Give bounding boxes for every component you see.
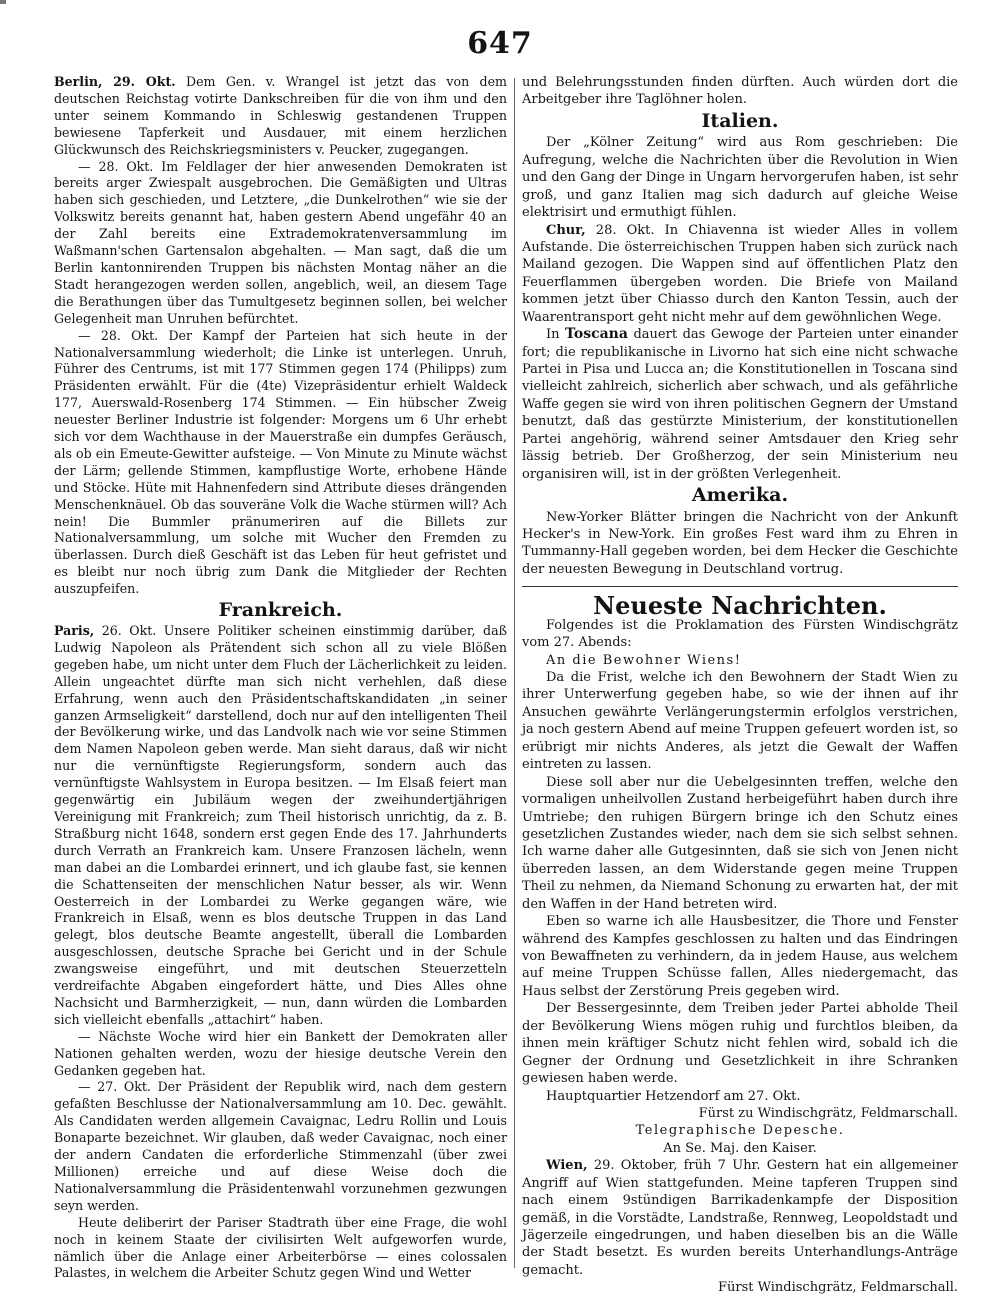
signature: Fürst Windischgrätz, Feldmarschall. <box>717 1280 958 1296</box>
proclamation-address: An die Bewohner Wiens! <box>546 652 742 668</box>
page-number: 647 <box>467 26 533 61</box>
section-rule <box>522 586 958 587</box>
place-name: Toscana <box>565 326 628 343</box>
paragraph: — 27. Okt. Der Präsident der Republik wird, nach dem gestern gefaßten Beschlusse der Nationalversammlung am 10. Dec. gewählt. Als Candidaten werden allgemein Cavaignac, Ledru Rollin und Louis Bonaparte bezeichnet. Wir glauben, daß weder Cavaignac, noch einer der andern Candaten die erforderliche Stimmenzahl (über zwei Millionen) erreiche und auf diese Weise doch die Nationalversammlung die Präsidentenwahl vorzunehmen gezwungen seyn werden. <box>54 1079 507 1213</box>
paragraph: Der Bessergesinnte, dem Treiben jeder Partei abholde Theil der Bevölkerung Wiens mögen ruhig und furchtlos bleiben, da ihnen mein kräftiger Schutz nicht fehlen wird, sobald ich die Gegner der Ordnung und Gesetzlichkeit in ihre Schranken gewiesen haben werde. <box>522 1001 958 1087</box>
paragraph: — 28. Okt. Der Kampf der Parteien hat sich heute in der Nationalversammlung wiederholt; die Linke ist unterlegen. Unruh, Führer des Centrums, ist mit 177 Stimmen gegen 174 (Philipps) zum Präsidenten erwählt. Für die (4te) Vizepräsidentur erhielt Waldeck 177, Auerswald-Rosenberg 174 Stimmen. — Ein hübscher Zweig neuester Berliner Industrie ist folgender: Morgens um 6 Uhr erhebt sich vor dem Wachthause in der Mauerstraße ein dumpfes Geräusch, als ob ein Emeute-Gewitter aufsteige. — Von Minute zu Minute wächst der Lärm; gellende Stimmen, kampflustige Worte, erhobene Hände und Stöcke. Hüte mit Hahnenfedern sind Attribute dieses drängenden Menschenknäuel. Ob das souveräne Volk die Wache stürmen will? Ach nein! Die Bummler pränumeriren auf die Billets zur Nationalversammlung, um solche mit Wucher den Fremden zu überlassen. Durch dieß Geschäft ist das Leben für heut gefristet und es bleibt nur noch übrig zum Dank die Mitglieder der Rechten auszupfeifen. <box>54 327 507 597</box>
paragraph-text: 28. Okt. In Chiavenna ist wieder Alles in vollem Aufstande. Die österreichischen Truppen haben sich zurück nach Mailand gezogen. Die Wappen sind auf öffentlichen Platz den Feuerflammen übergeben worden. Die Briefe von Mailand kommen jetzt über Chiasso durch den Kanton Tessin, auch der Waarentransport geht nicht mehr auf dem gewöhnlichen Wege. <box>522 222 958 325</box>
signature: Fürst zu Windischgrätz, Feldmarschall. <box>698 1105 958 1121</box>
paragraph <box>54 623 507 1029</box>
paragraph-text: Dem Gen. v. Wrangel ist jetzt das von dem deutschen Reichstag votirte Dankschreiben für die von ihm und den unter seinem Kommando in Schleswig gestandenen Truppen bewiesene Tapferkeit und Ausdauer, mit einem herzlichen Glückwunsch des Reichskriegsministers v. Peucker, zugegangen. <box>54 74 507 157</box>
dateline: Berlin, 29. Okt. <box>54 74 176 89</box>
dateline: Paris, <box>54 623 95 638</box>
column-divider <box>514 78 515 1268</box>
paragraph: Eben so warne ich alle Hausbesitzer, die Thore und Fenster während des Kampfes geschlossen zu halten und das Eindringen von Bewaffneten zu verhindern, da in jedem Hause, aus welchem auf meine Truppen Schüsse fallen, Alles niedergemacht, das Haus selbst der Zerstörung Preis gegeben wird. <box>522 914 958 999</box>
scan-mark <box>0 0 6 4</box>
paragraph: Der „Kölner Zeitung“ wird aus Rom geschrieben: Die Aufregung, welche die Nachrichten über die Revolution in Wien und den Gang der Dinge in Ungarn hervorgerufen haben, ist sehr groß, und ganz Italien mag sich dadurch auf gleiche Weise elektrisirt und ermuthigt fühlen. <box>522 135 958 221</box>
telegraph-recipient: An Se. Maj. den Kaiser. <box>663 1140 817 1156</box>
paragraph: Diese soll aber nur die Uebelgesinnten treffen, welche den vormaligen unheilvollen Zustand herbeigeführt haben durch ihre Umtriebe; den ruhigen Bürgern bringe ich den Schutz eines gesetzlichen Zustandes wieder, nach dem sie sich selbst sehnen. Ich warne daher alle Gutgesinnten, daß sie sich von Jenen nicht überreden lassen, an dem Widerstande gegen meine Truppen Theil zu nehmen, da Niemand Schonung zu erwarten hat, der mit den Waffen in der Hand betreten wird. <box>522 774 958 912</box>
telegraph-title: Telegraphische Depesche. <box>635 1123 845 1139</box>
paragraph-text: dauert das Gewoge der Parteien unter einander fort; die republikanische in Livorno hat sich eine nicht schwache Partei in Pisa und Lucca an; die Konstitutionellen in Toscana sind vielleicht zahlreich, sicherlich aber schwach, und als gefährliche Waffe gegen sie wird von ihren politischen Gegnern der Umstand benutzt, daß das gestürzte Ministerium, der konstitutionellen Partei angehörig, während seiner Amtsdauer den Krieg sehr lässig betrieb. Der Großherzog, der sein Ministerium neu organisiren will, ist in der größten Verlegenheit. <box>522 327 958 482</box>
section-heading: Italien. <box>701 109 779 132</box>
paragraph-lead: In <box>546 327 566 343</box>
paragraph: Heute deliberirt der Pariser Stadtrath über eine Frage, die wohl noch in keinem Staate der civilisirten Welt aufgeworfen wurde, nämlich über die Anlage einer Arbeiterbörse — eines colossalen Palastes, in welchem die Arbeiter Schutz gegen Wind und Wetter <box>54 1214 507 1281</box>
paragraph: Da die Frist, welche ich den Bewohnern der Stadt Wien zu ihrer Unterwerfung gegeben habe, so wie der ihnen auf ihr Ansuchen gewährte Verlängerungstermin erfolglos verstrichen, ja noch gestern Abend auf meine Truppen gefeuert worden ist, so erübrigt mir nichts Anderes, als jetzt die Gewalt der Waffen eintreten zu lassen. <box>522 670 958 773</box>
paragraph: Folgendes ist die Proklamation des Fürsten Windischgrätz vom 27. Abends: <box>522 617 958 651</box>
paragraph <box>522 326 958 483</box>
paragraph: Hauptquartier Hetzendorf am 27. Okt. <box>546 1088 801 1104</box>
paragraph: und Belehrungsstunden finden dürften. Auch würden dort die Arbeitgeber ihre Taglöhner holen. <box>522 75 958 108</box>
paragraph: New-Yorker Blätter bringen die Nachricht von der Ankunft Hecker's in New-York. Ein großes Fest ward ihm zu Ehren in Tummanny-Hall gegeben worden, bei dem Hecker die Geschichte der neuesten Bewegung in Deutschland vortrug. <box>522 509 958 577</box>
paragraph: — Nächste Woche wird hier ein Bankett der Demokraten aller Nationen gehalten werden, wozu der hiesige deutsche Verein den Gedanken gegeben hat. <box>54 1028 507 1078</box>
section-heading: Amerika. <box>691 484 789 507</box>
paragraph <box>522 222 958 327</box>
section-heading: Neueste Nachrichten. <box>593 591 887 621</box>
paragraph <box>522 1157 958 1279</box>
right-column <box>522 74 958 1297</box>
dateline: Wien, <box>546 1158 588 1174</box>
section-heading: Frankreich. <box>218 599 343 622</box>
dateline: Chur, <box>546 222 586 238</box>
paragraph: — 28. Okt. Im Feldlager der hier anwesenden Demokraten ist bereits arger Zwiespalt ausgebrochen. Die Gemäßigten und Ultras haben sich geschieden, und Letztere, „die Dunkelrothen“ wie sie der Volkswitz bereits genannt hat, haben gestern Abend ungefähr 40 an der Zahl bereits eine Extrademokratenversammlung im Waßmann'schen Gartensalon abgehalten. — Man sagt, daß die um Berlin kantonnirenden Truppen bis nächsten Montag näher an die Stadt herangezogen werden sollen, angeblich, weil, an diesem Tage die Berathungen über das Tumultgesetz beginnen sollen, bei welcher Gelegenheit man Unruhen befürchtet. <box>54 158 507 326</box>
left-column <box>54 74 507 1282</box>
paragraph-text: 29. Oktober, früh 7 Uhr. Gestern hat ein allgemeiner Angriff auf Wien stattgefunden. Meine tapferen Truppen sind nach einem 9stündigen Barrikadenkampfe der Disposition gemäß, in die Vorstädte, Landstraße, Rennweg, Leopoldstadt und Jägerzeile eingedrungen, und haben dieselben bis an die Wälle der Stadt besetzt. Es wurden bereits Unterhandlungs-Anträge gemacht. <box>522 1158 958 1278</box>
paragraph-text: 26. Okt. Unsere Politiker scheinen einstimmig darüber, daß Ludwig Napoleon als Prätendent sich schon all zu viele Blößen gegeben habe, um nicht unter dem Fluch der Lächerlichkeit zu leiden. Allein ungeachtet dürfte man sich nicht verhehlen, daß diese Erfahrung, wenn auch den Präsidentschaftskandidaten „in seiner ganzen Armseligkeit“ darstellend, doch nur auf den intelligenten Theil der Bevölkerung wirke, und das Landvolk nach wie vor seine Stimmen dem Namen Napoleon geben werde. Man sieht daraus, daß wir nicht nur die vernünftigste Regierungsform, sondern auch das vernünftigste Wahlsystem in Europa besitzen. — Im Elsaß feiert man gegenwärtig ein Jubiläum wegen der zweihundertjährigen Vereinigung mit Frankreich; zum Theil historisch unrichtig, da z. B. Straßburg nicht 1648, sondern erst gegen Ende des 17. Jahrhunderts durch Verrath an Frankreich kam. Unsere Franzosen lächeln, wenn man dabei an die Lombardei erinnert, und ich glaube fast, sie kennen die Schattenseiten der menschlichen Natur besser, als wir. Wenn Oesterreich in der Lombardei zu Werke gegangen wäre, wie Frankreich in Elsaß, wenn es blos deutsche Truppen in das Land gelegt, blos deutsche Beamte angestellt, überall die Lombarden ausgeschlossen, deutsche Sprache bei Gericht und in der Schule zwangsweise eingeführt, und mit deutschen Steuerzetteln verdreifachte Abgaben eingefordert hätte, und Dies Alles ohne Nachsicht und Barmherzigkeit, — nun, dann würden die Lombarden sich vielleicht ebenfalls „attachirt“ haben. <box>54 623 507 1027</box>
paragraph <box>54 74 507 159</box>
